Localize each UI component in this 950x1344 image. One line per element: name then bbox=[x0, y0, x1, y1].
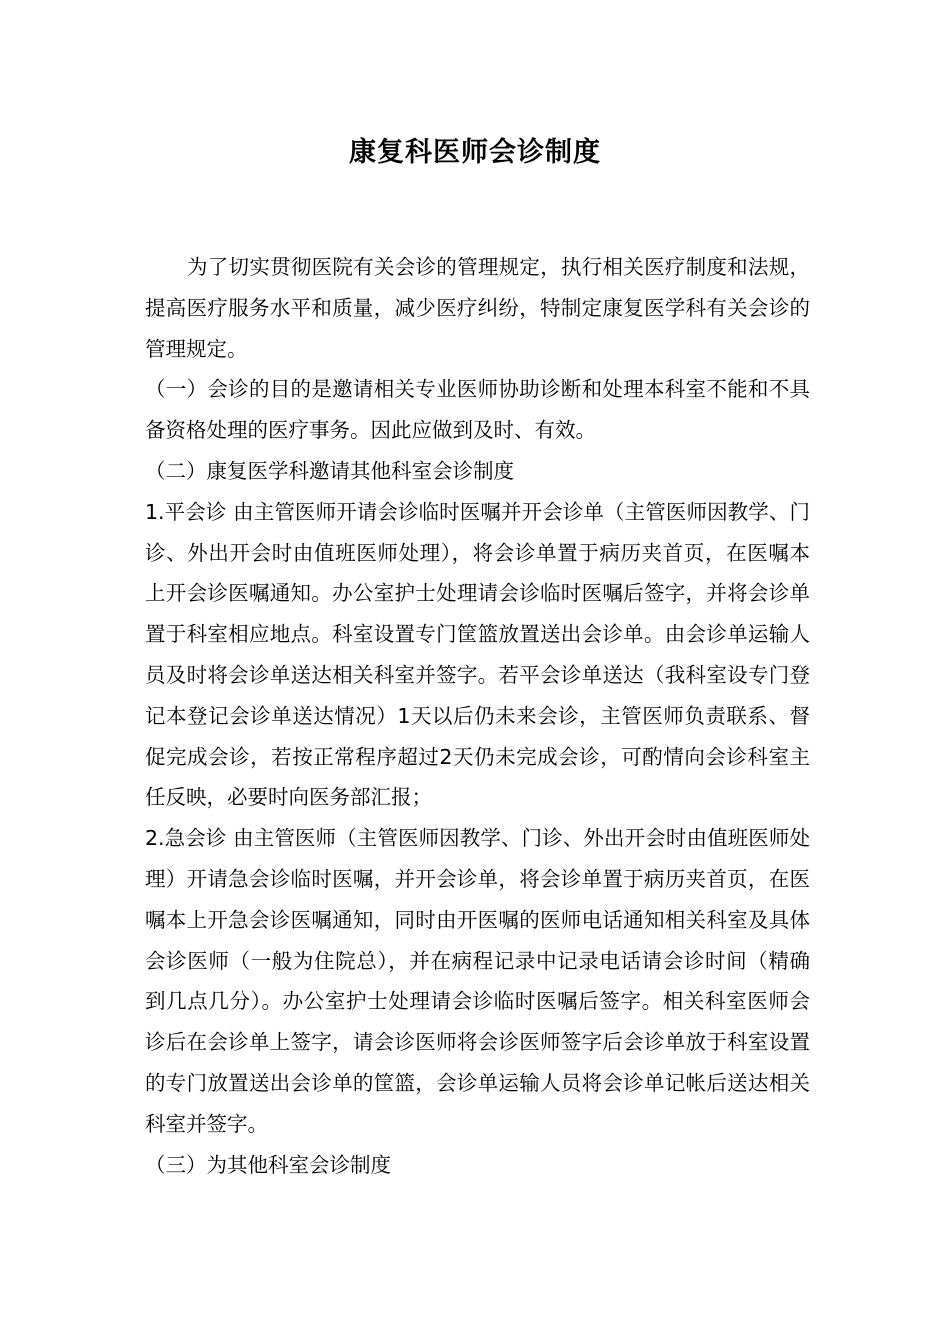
paragraph-urgent-consultation: 2.急会诊 由主管医师（主管医师因教学、门诊、外出开会时由值班医师处理）开请急会诊临时医嘱，并开会诊单，将会诊单置于病历夹首页，在医嘱本上开急会诊医嘱通知，同时由开医嘱的医师电话通知相关科室及具体会诊医师（一般为住院总），并在病程记录中记录电话请会诊时间（精确到几点几分）。办公室护士处理请会诊临时医嘱后签字。相关科室医师会诊后在会诊单上签字，请会诊医师将会诊医师签字后会诊单放于科室设置的专门放置送出会诊单的筐篮，会诊单运输人员将会诊单记帐后送达相关科室并签字。 bbox=[145, 826, 810, 1136]
paragraph-section-2-heading: （二）康复医学科邀请其他科室会诊制度 bbox=[145, 458, 514, 483]
document-title: 康复科医师会诊制度 bbox=[349, 137, 601, 168]
paragraph-intro: 为了切实贯彻医院有关会诊的管理规定，执行相关医疗制度和法规，提高医疗服务水平和质量，减少医疗纠纷，特制定康复医学科有关会诊的管理规定。 bbox=[145, 255, 810, 361]
document-body bbox=[145, 247, 810, 1185]
paragraph-section-3-heading: （三）为其他科室会诊制度 bbox=[145, 1152, 391, 1177]
paragraph-regular-consultation: 1.平会诊 由主管医师开请会诊临时医嘱并开会诊单（主管医师因教学、门诊、外出开会时由值班医师处理），将会诊单置于病历夹首页，在医嘱本上开会诊医嘱通知。办公室护士处理请会诊临时医嘱后签字，并将会诊单置于科室相应地点。科室设置专门筐篮放置送出会诊单。由会诊单运输人员及时将会诊单送达相关科室并签字。若平会诊单送达（我科室设专门登记本登记会诊单送达情况）1天以后仍未来会诊，主管医师负责联系、督促完成会诊，若按正常程序超过2天仍未完成会诊，可酌情向会诊科室主任反映，必要时向医务部汇报； bbox=[145, 499, 810, 810]
paragraph-section-1: （一）会诊的目的是邀请相关专业医师协助诊断和处理本科室不能和不具备资格处理的医疗事务。因此应做到及时、有效。 bbox=[145, 377, 810, 443]
